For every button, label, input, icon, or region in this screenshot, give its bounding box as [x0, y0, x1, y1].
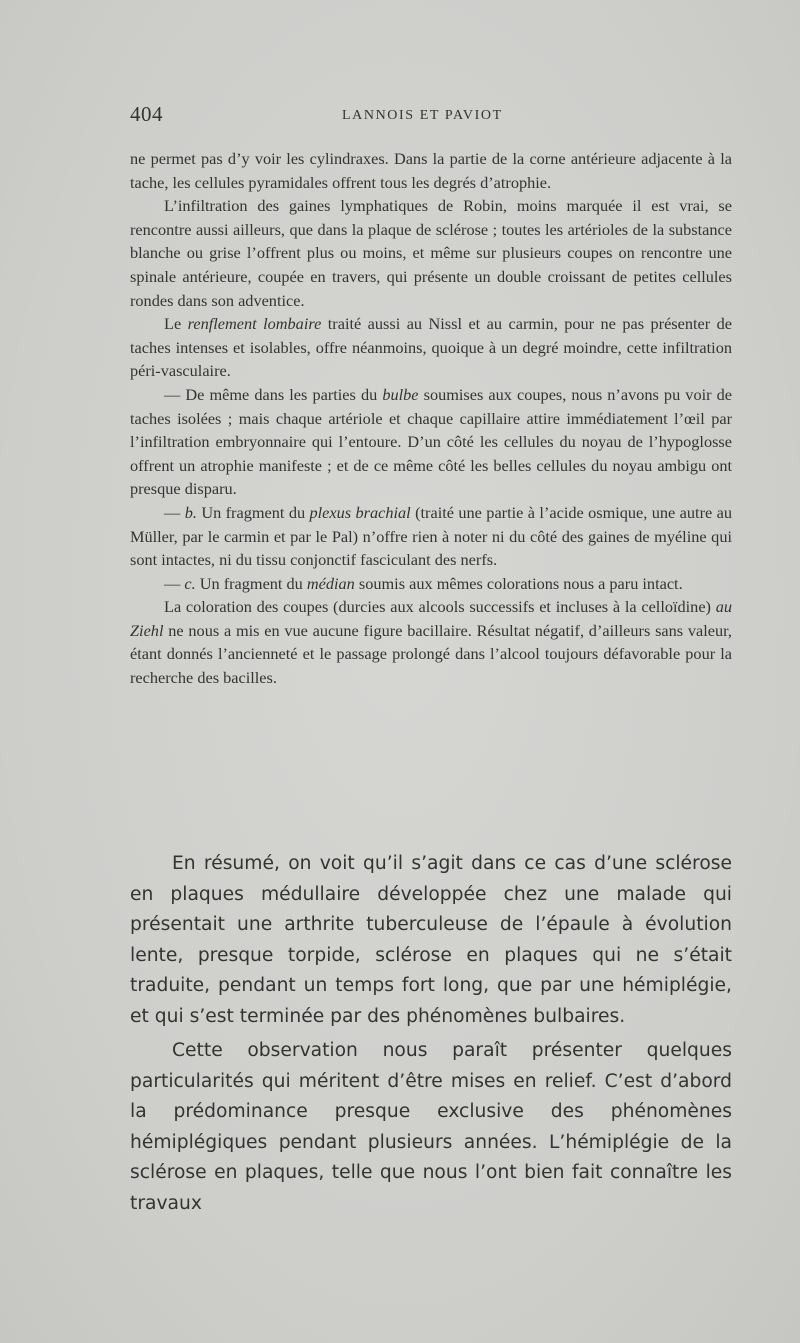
paragraph-text: Cette observation nous paraît présenter quelques particularités qui méritent d’être mises en relief. C’est d’abord la prédominance presque exclusive des phénomènes hémiplégiques pendant plusieurs années. L’hémiplégie de la sclérose en plaques, telle que nous l’ont bien fait connaître les travaux — [130, 1040, 732, 1214]
text-run: ne nous a mis en vue aucune figure bacillaire. Résultat négatif, d’ailleurs sans valeur, étant donnés l’ancienneté et le passage prolongé dans l’alcool toujours défavorable pour la recherche des bacilles. — [130, 620, 732, 688]
text-run: soumises aux coupes, nous n’avons pu voir de taches isolées ; mais chaque artériole et chaque capillaire attire immédiatement l’œil par l’infiltration embryonnaire qui l’entoure. D’un côté les cellules du noyau de l’hypoglosse offrent un atrophie manifeste ; et de ce même côté les belles cellules du noyau ambigu ont presque disparu. — [130, 384, 732, 499]
italic-term: au Ziehl — [130, 597, 732, 640]
paragraph-text: L’infiltration des gaines lymphatiques de Robin, moins marquée il est vrai, se rencontre aussi ailleurs, que dans la plaque de sclérose ; toutes les artérioles de la substance blanche ou grise l’offrent plus ou moins, et même sur plusieurs coupes on rencontre une spinale antérieure, coupée en travers, qui présente un double croissant de petites cellules rondes dans son adventice. — [130, 196, 732, 310]
text-run: Le — [164, 314, 188, 334]
italic-term: renflement lombaire — [187, 314, 322, 334]
italic-term: b. — [184, 502, 197, 522]
text-run: — De même dans les parties du — [164, 384, 383, 404]
paragraph-resume — [130, 849, 732, 1032]
paragraph-bulbe — [130, 383, 732, 501]
paragraph-text: En résumé, on voit qu’il s’agit dans ce cas d’une sclérose en plaques médullaire développée chez une malade qui présentait une arthrite tuberculeuse de l’épaule à évolution lente, presque torpide, sclérose en plaques qui ne s’était traduite, pendant un temps fort long, que par une hémiplégie, et qui s’est terminée par des phénomènes bulbaires. — [130, 853, 732, 1027]
running-title: LANNOIS ET PAVIOT — [342, 108, 503, 123]
paragraph-continuation — [130, 147, 732, 194]
text-run: traité aussi au Nissl et au carmin, pour ne pas présenter de taches intenses et isolables, offre néanmoins, quoique à un degré moindre, cette infiltration péri-vasculaire. — [130, 314, 733, 381]
text-run: (traité une partie à l’acide osmique, une autre au Müller, par le carmin et par le Pal) n’offre rien à noter ni du côté des gaines de myéline qui sont intactes, ni du tissu conjonctif fasciculant des nerfs. — [130, 502, 732, 570]
text-run: soumis aux mêmes colorations nous a paru intact. — [354, 573, 683, 593]
text-run: — — [164, 502, 185, 522]
italic-term: médian — [306, 573, 355, 593]
main-text-section — [130, 849, 732, 1219]
small-print-section — [130, 147, 732, 690]
paragraph-coloration — [130, 595, 732, 689]
italic-term: c. — [184, 573, 196, 593]
paragraph-plexus — [130, 501, 732, 572]
text-run: La coloration des coupes (durcies aux alcools successifs et incluses à la celloïdine) — [164, 597, 716, 617]
text-run: Un fragment du — [195, 573, 307, 593]
paragraph-observation — [130, 1036, 732, 1219]
paragraph-infiltration — [130, 194, 732, 312]
paragraph-renflement — [130, 312, 732, 383]
paragraph-text: ne permet pas d’y voir les cylindraxes. Dans la partie de la corne antérieure adjacente à la tache, les cellules pyramidales offrent tous les degrés d’atrophie. — [130, 149, 732, 192]
paragraph-median — [130, 572, 732, 596]
page-header — [130, 102, 730, 132]
italic-term: bulbe — [382, 384, 419, 404]
text-run: — — [164, 573, 185, 593]
text-run: Un fragment du — [196, 502, 310, 522]
page-number: 404 — [130, 102, 163, 126]
italic-term: plexus brachial — [309, 502, 411, 522]
